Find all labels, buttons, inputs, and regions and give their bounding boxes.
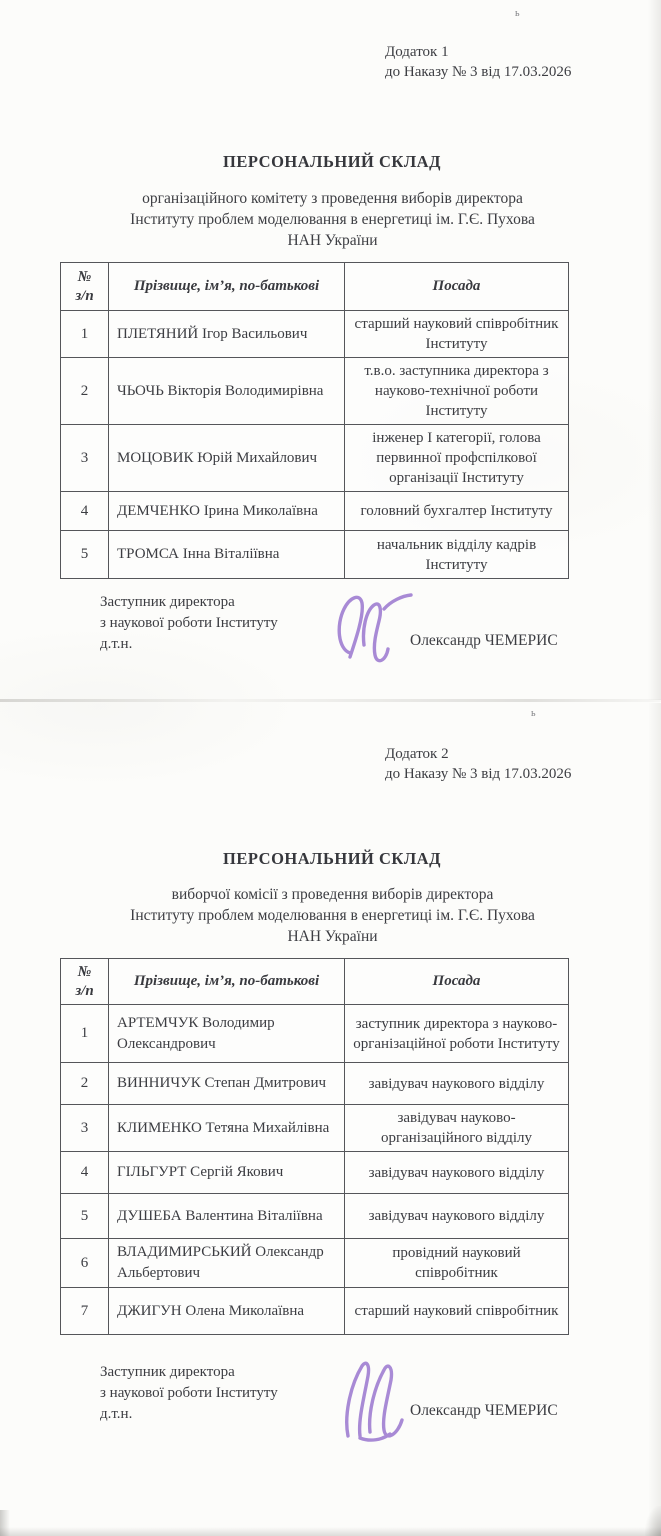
subtitle-line: Інституту проблем моделювання в енергетиці ім. Г.Є. Пухова: [130, 907, 535, 924]
header-position: Посада: [345, 959, 569, 1005]
person-name: ВЛАДИМИРСЬКИЙ Олександр Альбертович: [109, 1239, 345, 1288]
subtitle-line: НАН України: [287, 232, 378, 249]
table-row: [61, 1194, 569, 1239]
scan-edge-shadow: [0, 1527, 661, 1536]
signer-role-line: Заступник директора: [100, 594, 235, 610]
person-name: ДУШЕБА Валентина Віталіївна: [109, 1194, 345, 1239]
row-number: 5: [61, 1194, 109, 1239]
person-name: МОЦОВИК Юрій Михайлович: [109, 425, 345, 492]
person-name: КЛИМЕНКО Тетяна Михайлівна: [109, 1105, 345, 1152]
table-row: [61, 1063, 569, 1105]
header-name: Прізвище, ім’я, по-батькові: [109, 959, 345, 1005]
table-row: [61, 531, 569, 579]
table-row: [61, 425, 569, 492]
person-position: начальник відділу кадрів Інституту: [345, 531, 569, 579]
scan-corner-shadow: [645, 1506, 661, 1536]
person-position: завідувач наукового відділу: [345, 1152, 569, 1194]
appendix-order-ref: до Наказу № 3 від 17.03.2026: [385, 64, 572, 80]
row-number: 1: [61, 311, 109, 358]
signature-role-block: [100, 1362, 278, 1425]
signer-role-line: з наукової роботи Інституту: [100, 615, 278, 631]
appendix-reference: [385, 744, 571, 784]
appendix-order-ref: до Наказу № 3 від 17.03.2026: [385, 766, 572, 782]
person-position: провідний науковий співробітник: [345, 1239, 569, 1288]
subtitle-line: Інституту проблем моделювання в енергетиці ім. Г.Є. Пухова: [130, 211, 535, 228]
appendix-number: Додаток 2: [385, 746, 449, 762]
row-number: 4: [61, 492, 109, 531]
table-header-row: [61, 959, 569, 1005]
document-subtitle: [40, 884, 625, 947]
person-position: інженер І категорії, голова первинної профспілкової організації Інституту: [345, 425, 569, 492]
person-position: старший науковий співробітник Інституту: [345, 311, 569, 358]
row-number: 7: [61, 1288, 109, 1335]
subtitle-line: виборчої комісії з проведення виборів директора: [171, 886, 494, 903]
signer-role-line: з наукової роботи Інституту: [100, 1385, 278, 1401]
signature-role-block: [100, 592, 278, 655]
person-position: заступник директора з науково-організаційної роботи Інституту: [345, 1005, 569, 1063]
header-number: № з/п: [61, 959, 109, 1005]
scan-corner-shadow: [0, 1510, 10, 1536]
subtitle-line: НАН України: [287, 928, 378, 945]
table-row: [61, 1239, 569, 1288]
scan-edge-shadow: [648, 0, 661, 700]
person-name: ВИННИЧУК Степан Дмитрович: [109, 1063, 345, 1105]
person-name: ПЛЕТЯНИЙ Ігор Васильович: [109, 311, 345, 358]
table-row: [61, 1105, 569, 1152]
commission-table: [60, 958, 569, 1335]
header-number: № з/п: [61, 263, 109, 311]
header-position: Посада: [345, 263, 569, 311]
subtitle-line: організаційного комітету з проведення виборів директора: [142, 190, 523, 207]
person-position: завідувач наукового відділу: [345, 1194, 569, 1239]
person-name: АРТЕМЧУК Володимир Олександрович: [109, 1005, 345, 1063]
appendix-number: Додаток 1: [385, 44, 449, 60]
person-name: ДЕМЧЕНКО Ірина Миколаївна: [109, 492, 345, 531]
person-position: старший науковий співробітник: [345, 1288, 569, 1335]
person-position: завідувач наукового відділу: [345, 1063, 569, 1105]
scan-edge-shadow: [648, 703, 661, 1536]
person-name: ДЖИГУН Олена Миколаївна: [109, 1288, 345, 1335]
row-number: 6: [61, 1239, 109, 1288]
table-row: [61, 1288, 569, 1335]
person-name: ГІЛЬГУРТ Сергій Якович: [109, 1152, 345, 1194]
scan-speck: ь: [531, 708, 536, 719]
page-title: ПЕРСОНАЛЬНИЙ СКЛАД: [223, 849, 441, 868]
person-name: ТРОМСА Інна Віталіївна: [109, 531, 345, 579]
row-number: 5: [61, 531, 109, 579]
row-number: 2: [61, 358, 109, 425]
page-seam-divider: [0, 699, 661, 702]
person-position: т.в.о. заступника директора з науково-технічної роботи Інституту: [345, 358, 569, 425]
signer-name: Олександр ЧЕМЕРИС: [410, 1402, 558, 1419]
signer-role-line: д.т.н.: [100, 636, 133, 652]
document-subtitle: [40, 188, 625, 251]
table-row: [61, 311, 569, 358]
scan-speck: ь: [515, 8, 520, 19]
header-name: Прізвище, ім’я, по-батькові: [109, 263, 345, 311]
table-header-row: [61, 263, 569, 311]
row-number: 2: [61, 1063, 109, 1105]
handwritten-signature-ink: [330, 1352, 410, 1444]
signer-name: Олександр ЧЕМЕРИС: [410, 632, 558, 649]
person-position: завідувач науково-організаційного відділу: [345, 1105, 569, 1152]
row-number: 3: [61, 425, 109, 492]
row-number: 4: [61, 1152, 109, 1194]
table-row: [61, 1005, 569, 1063]
signer-role-line: д.т.н.: [100, 1406, 133, 1422]
committee-table: [60, 262, 569, 579]
row-number: 1: [61, 1005, 109, 1063]
signer-role-line: Заступник директора: [100, 1364, 235, 1380]
handwritten-signature-ink: [328, 583, 418, 671]
page-title: ПЕРСОНАЛЬНИЙ СКЛАД: [223, 152, 441, 171]
table-row: [61, 358, 569, 425]
table-row: [61, 492, 569, 531]
appendix-reference: [385, 42, 571, 82]
person-name: ЧЬОЧЬ Вікторія Володимирівна: [109, 358, 345, 425]
person-position: головний бухгалтер Інституту: [345, 492, 569, 531]
table-row: [61, 1152, 569, 1194]
row-number: 3: [61, 1105, 109, 1152]
